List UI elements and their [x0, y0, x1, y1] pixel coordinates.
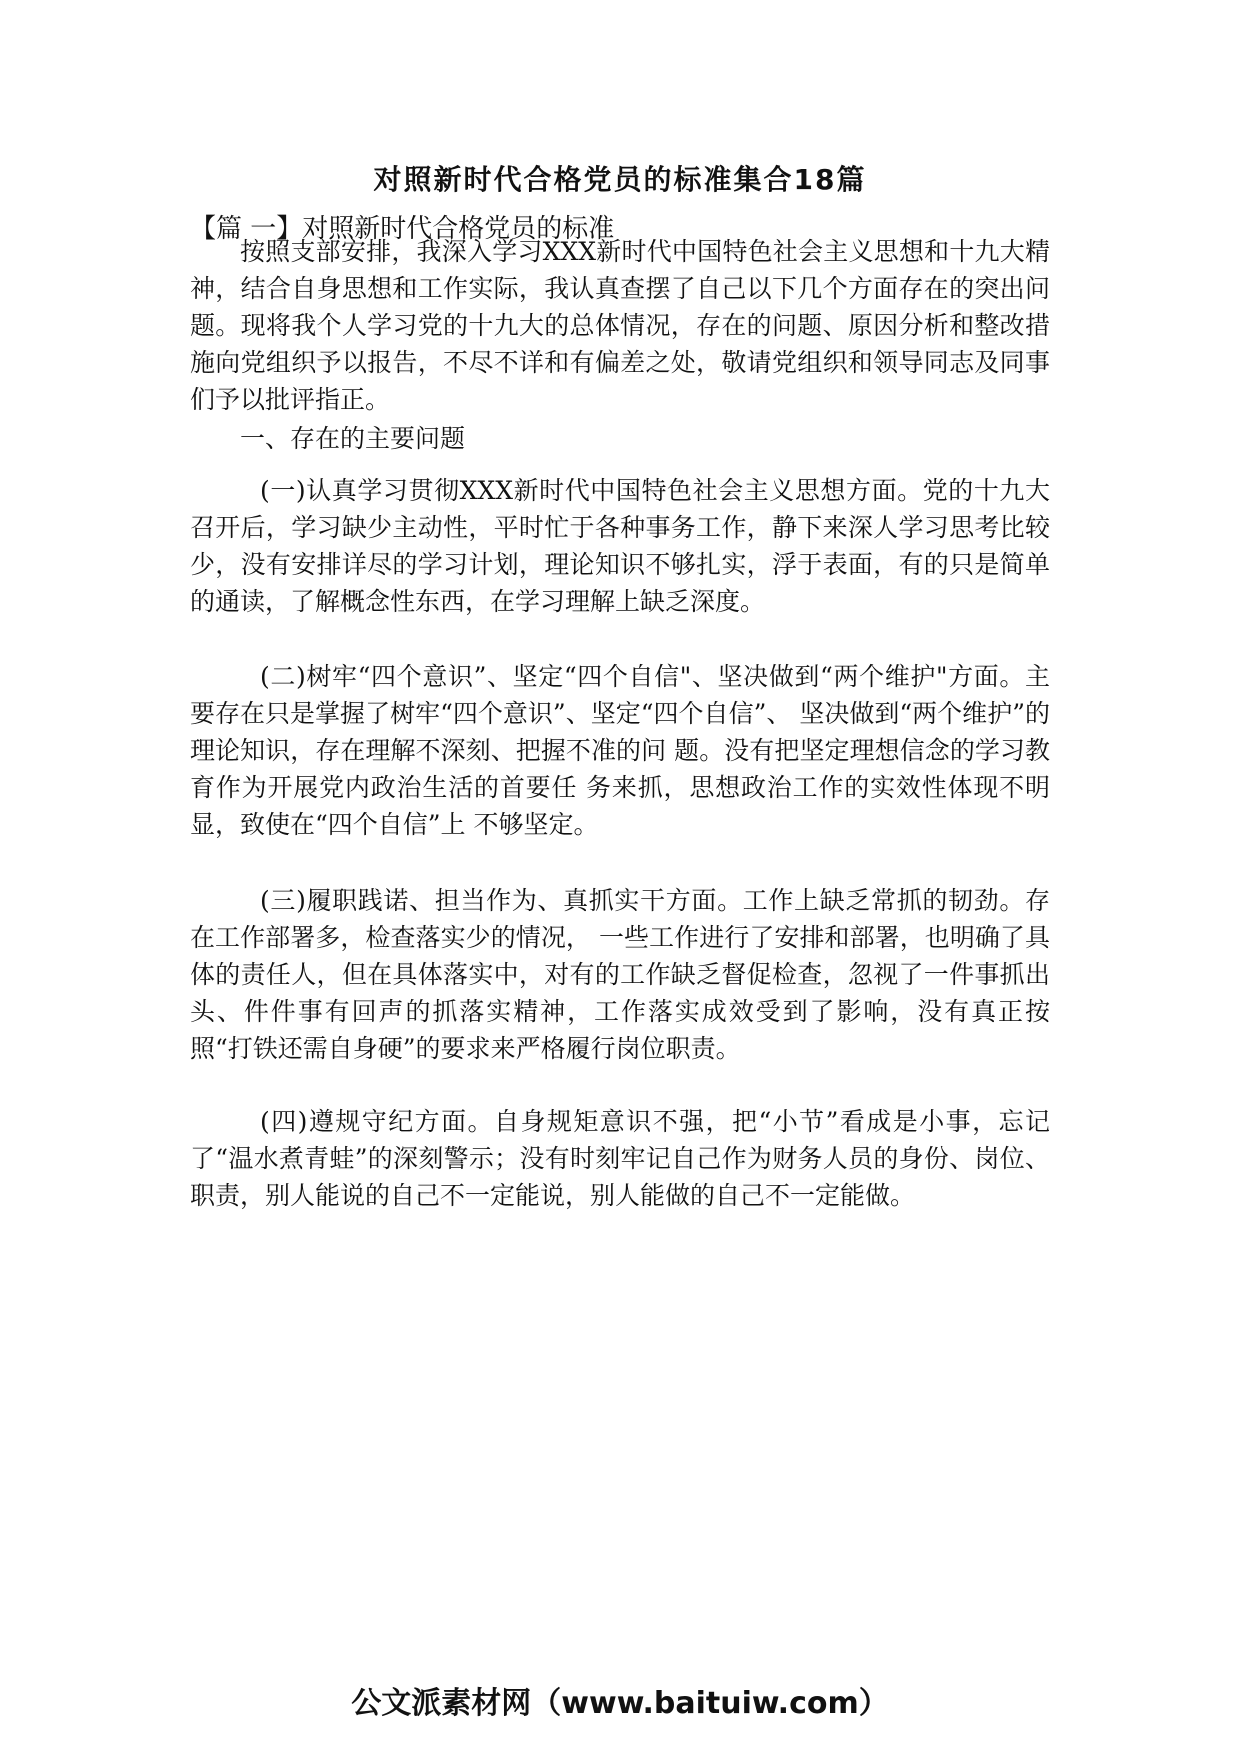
paragraph-part-3: (三)履职践诺、担当作为、真抓实干方面。工作上缺乏常抓的韧劲。存在工作部署多，检查落实少的情况， 一些工作进行了安排和部署，也明确了具体的责任人，但在具体落实中，对有的工作缺乏督促检查，忽视了一件事抓出头、件件事有回声的抓落实精神，工作落实成效受到了影响，没有真正按照“打铁还需自身硬”的要求来严格履行岗位职责。: [190, 886, 1050, 1063]
footer-source: 公文派素材网（www.baituiw.com）: [351, 1686, 889, 1721]
main-problems-heading: 一、存在的主要问题: [240, 424, 466, 453]
section-heading: 【篇 一】对照新时代合格党员的标准: [190, 214, 615, 244]
paragraph-part-4: (四)遵规守纪方面。自身规矩意识不强，把“小节”看成是小事，忘记了“温水煮青蛙”的深刻警示；没有时刻牢记自己作为财务人员的身份、岗位、职责，别人能说的自己不一定能说，别人能做的自己不一定能做。: [190, 1107, 1050, 1210]
intro-paragraph: 按照支部安排，我深入学习XXX新时代中国特色社会主义思想和十九大精神，结合自身思想和工作实际，我认真查摆了自己以下几个方面存在的突出问题。现将我个人学习党的十九大的总体情况，存在的问题、原因分析和整改措施向党组织予以报告，不尽不详和有偏差之处，敬请党组织和领导同志及同事们予以批评指正。: [190, 237, 1050, 414]
paragraph-part-1: (一)认真学习贯彻XXX新时代中国特色社会主义思想方面。党的十九大召开后，学习缺少主动性，平时忙于各种事务工作，静下来深人学习思考比较少，没有安排详尽的学习计划，理论知识不够扎实，浮于表面，有的只是简单的通读，了解概念性东西，在学习理解上缺乏深度。: [190, 476, 1050, 616]
document-title: 对照新时代合格党员的标准集合18篇: [373, 163, 867, 196]
paragraph-part-2: (二)树牢“四个意识”、坚定“四个自信"、坚决做到“两个维护"方面。主要存在只是掌握了树牢“四个意识”、坚定“四个自信”、 坚决做到“两个维护”的理论知识，存在理解不深刻、把握不准的问 题。没有把坚定理想信念的学习教育作为开展党内政治生活的首要任 务来抓，思想政治工作的实效性体现不明显，致使在“四个自信”上 不够坚定。: [190, 662, 1050, 839]
